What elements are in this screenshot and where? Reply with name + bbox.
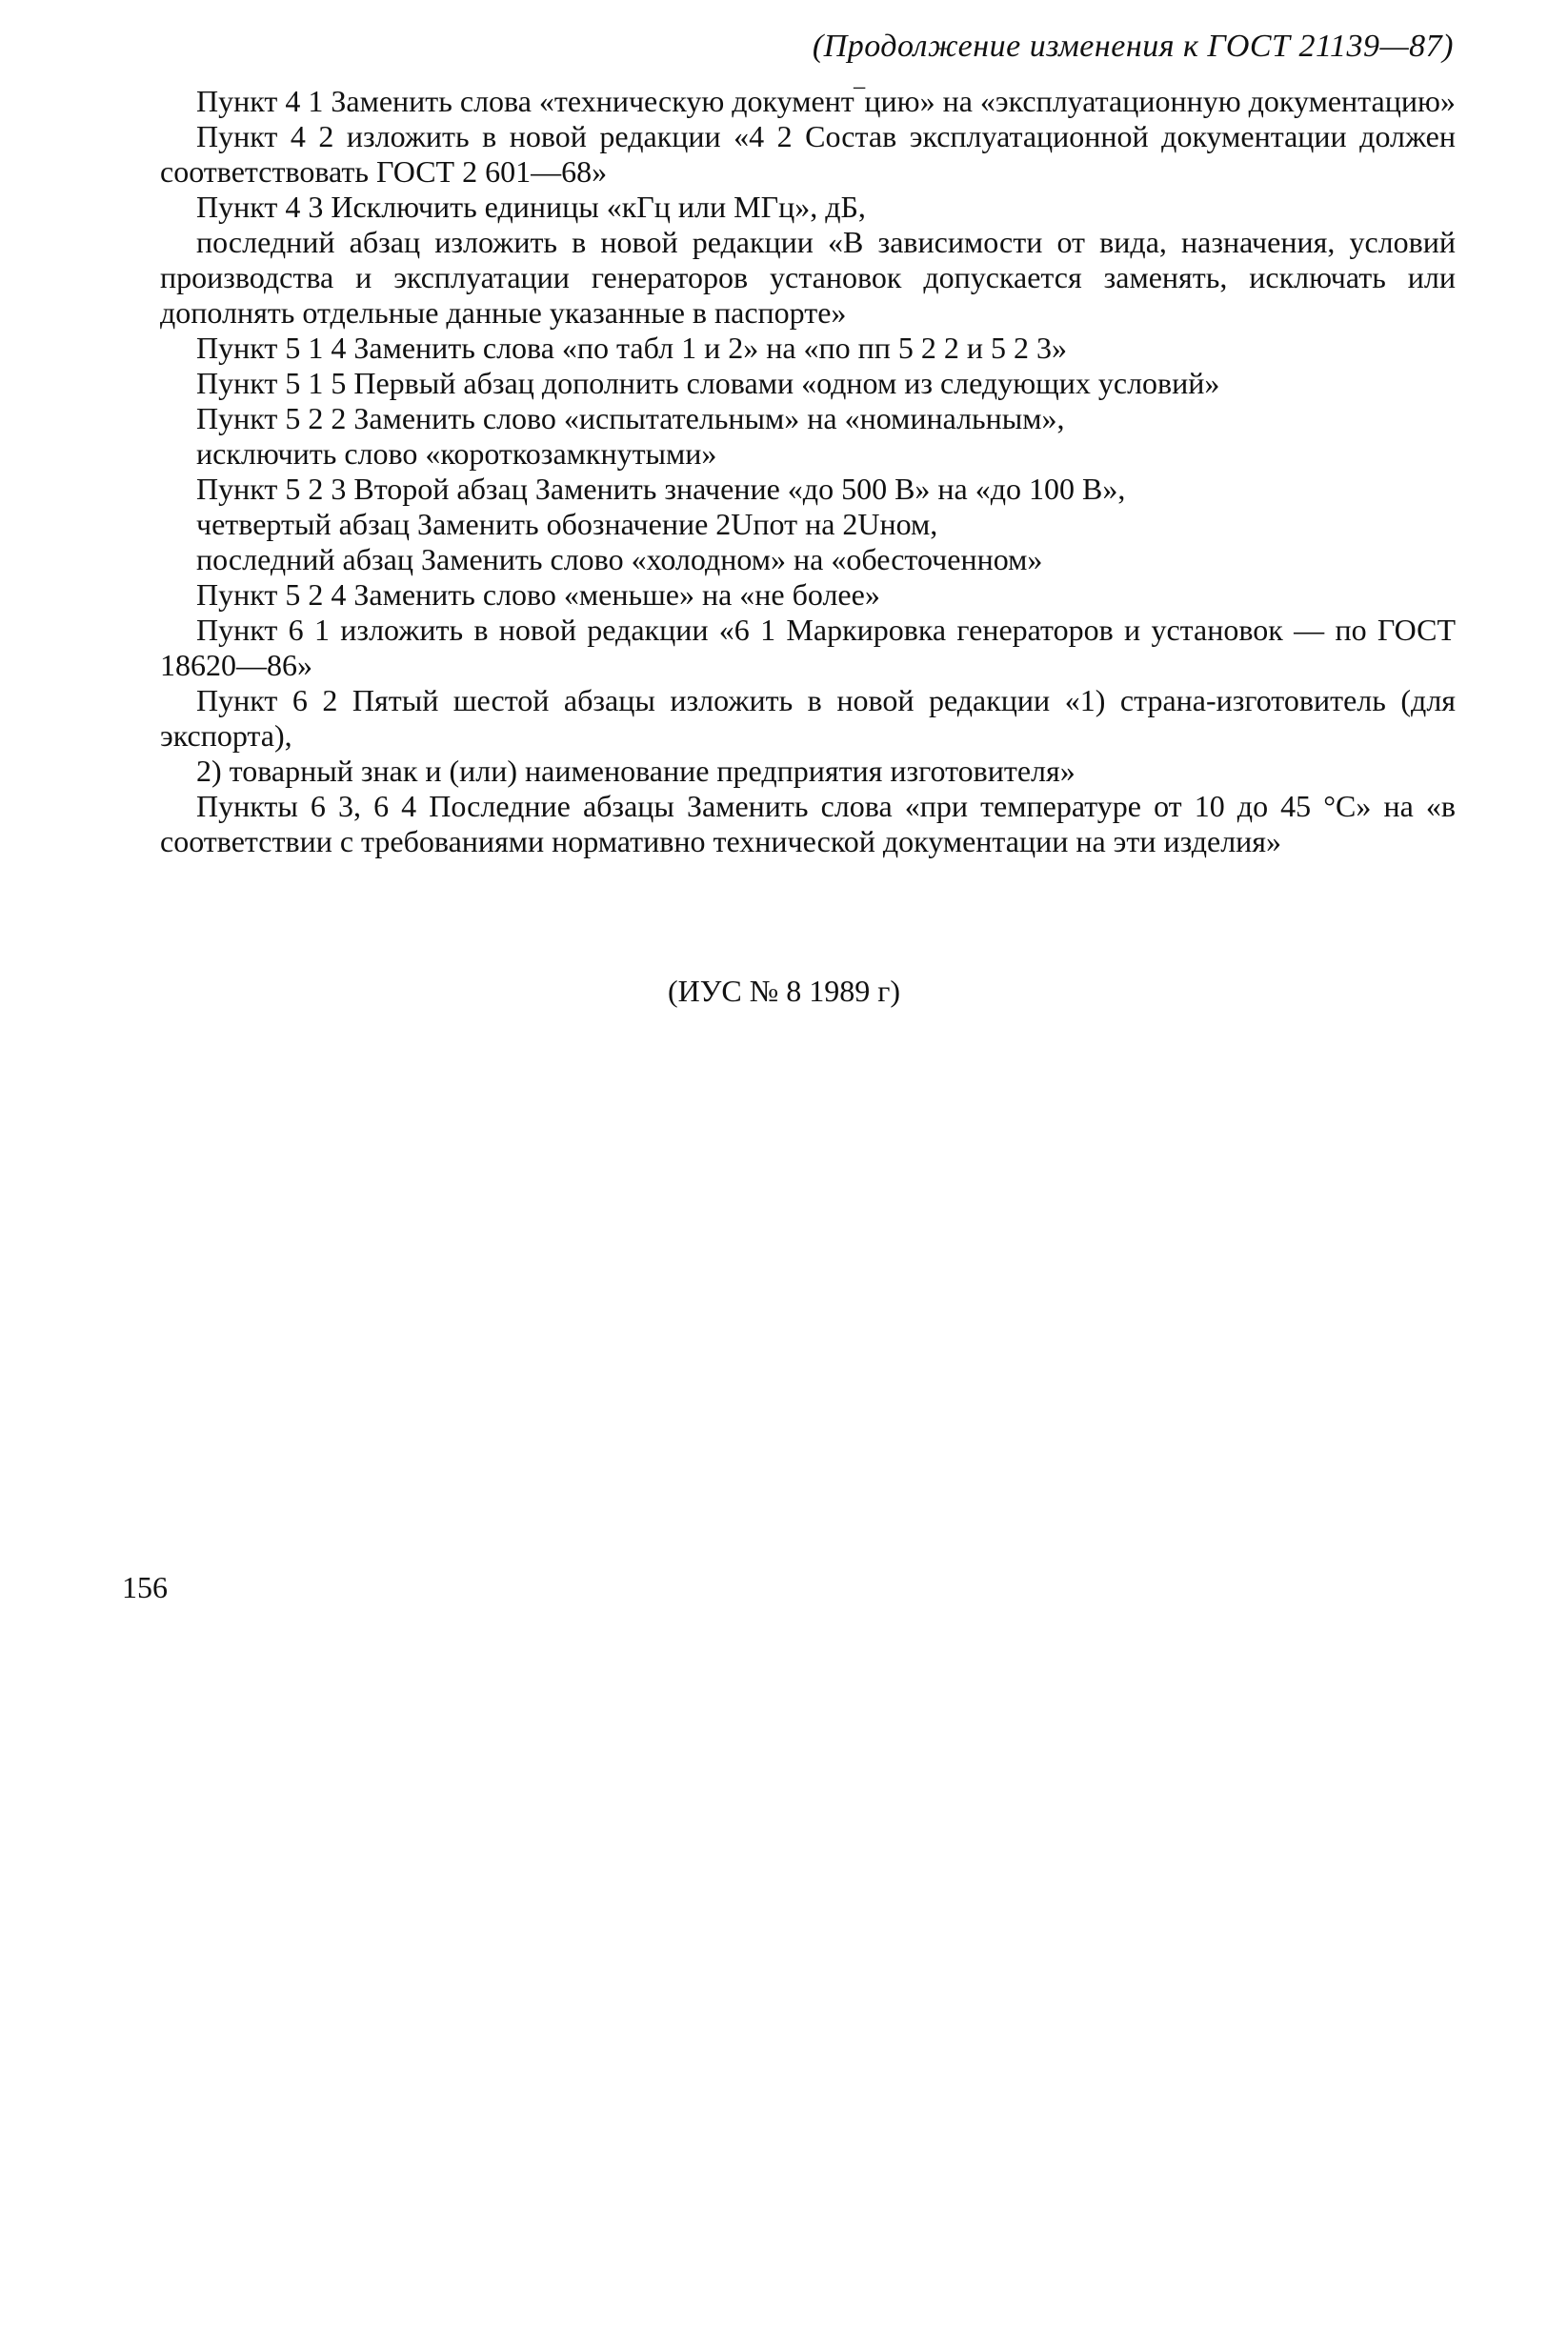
paragraph: последний абзац изложить в новой редакции «В зависимости от вида, назначения, условий производства и эксплуатации генераторов установок допускается заменять, исключать или дополнять отдельные данные указанные в паспорте» bbox=[160, 225, 1456, 330]
paragraph: 2) товарный знак и (или) наименование предприятия изготовителя» bbox=[196, 754, 1075, 788]
document-body bbox=[160, 84, 1456, 859]
paragraph: Пункт 5 1 5 Первый абзац дополнить словами «одном из следующих условий» bbox=[196, 366, 1220, 400]
paragraph: Пункты 6 3, 6 4 Последние абзацы Заменить слова «при температуре от 10 до 45 °С» на «в соответствии с требованиями нормативно технической документации на эти изделия» bbox=[160, 789, 1456, 858]
paragraph: Пункт 4 1 Заменить слова «техническую документ‾цию» на «эксплуатационную документацию» bbox=[196, 84, 1456, 118]
paragraph: последний абзац Заменить слово «холодном» на «обесточенном» bbox=[196, 542, 1043, 576]
page-number: 156 bbox=[122, 1570, 168, 1604]
page-header: (Продолжение изменения к ГОСТ 21139—87) bbox=[812, 29, 1454, 64]
source-reference: (ИУС № 8 1989 г) bbox=[667, 974, 901, 1008]
paragraph: Пункт 5 2 4 Заменить слово «меньше» на «не более» bbox=[196, 577, 880, 612]
paragraph: четвертый абзац Заменить обозначение 2Uпот на 2Uном, bbox=[196, 507, 938, 541]
paragraph: исключить слово «короткозамкнутыми» bbox=[196, 436, 717, 471]
paragraph: Пункт 4 3 Исключить единицы «кГц или МГц», дБ, bbox=[196, 190, 866, 224]
paragraph: Пункт 4 2 изложить в новой редакции «4 2 Состав эксплуатационной документации должен соответствовать ГОСТ 2 601—68» bbox=[160, 119, 1456, 189]
paragraph: Пункт 5 2 3 Второй абзац Заменить значение «до 500 В» на «до 100 В», bbox=[196, 472, 1126, 506]
paragraph: Пункт 5 2 2 Заменить слово «испытательным» на «номинальным», bbox=[196, 401, 1065, 435]
paragraph: Пункт 6 2 Пятый шестой абзацы изложить в новой редакции «1) страна-изготовитель (для экспорта), bbox=[160, 683, 1456, 753]
paragraph: Пункт 5 1 4 Заменить слова «по табл 1 и 2» на «по пп 5 2 2 и 5 2 3» bbox=[196, 331, 1068, 365]
paragraph: Пункт 6 1 изложить в новой редакции «6 1 Маркировка генераторов и установок — по ГОСТ 18620—86» bbox=[160, 613, 1456, 682]
